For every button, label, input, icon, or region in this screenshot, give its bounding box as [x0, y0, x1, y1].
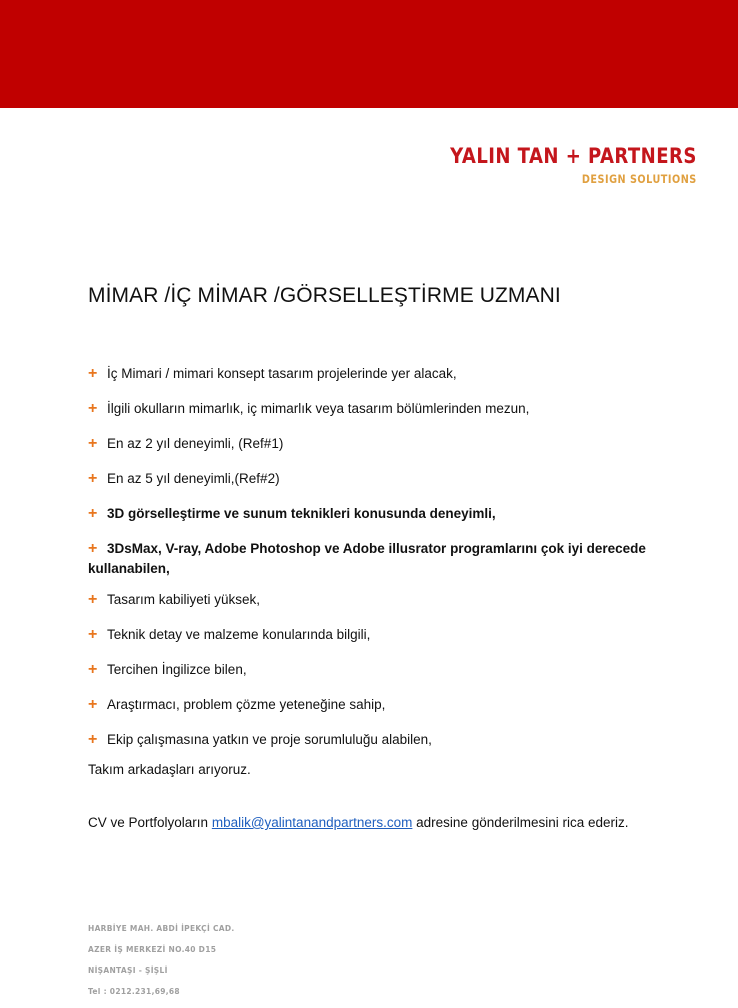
plus-bullet-icon: +: [88, 731, 98, 748]
list-item: [88, 469, 280, 489]
list-item: [88, 590, 260, 610]
address-line: HARBİYE MAH. ABDİ İPEKÇİ CAD.: [88, 924, 235, 933]
phone-line: Tel : 0212.231,69,68: [88, 987, 180, 996]
job-title: MİMAR /İÇ MİMAR /GÖRSELLEŞTİRME UZMANI: [88, 284, 561, 307]
requirement-text: Tercihen İngilizce bilen,: [107, 662, 247, 677]
plus-bullet-icon: +: [88, 540, 98, 557]
requirement-text: Araştırmacı, problem çözme yeteneğine sahip,: [107, 697, 386, 712]
requirement-text: En az 5 yıl deneyimli,(Ref#2): [107, 471, 280, 486]
list-item: [88, 504, 496, 524]
plus-bullet-icon: +: [88, 661, 98, 678]
requirement-text: 3D görselleştirme ve sunum teknikleri konusunda deneyimli,: [107, 506, 496, 521]
list-item: [88, 730, 432, 750]
company-logo: [410, 143, 697, 187]
requirement-text: Ekip çalışmasına yatkın ve proje sorumluluğu alabilen,: [107, 732, 432, 747]
requirement-text: Teknik detay ve malzeme konularında bilgili,: [107, 627, 371, 642]
email-link[interactable]: mbalik@yalintanandpartners.com: [211, 815, 413, 830]
plus-bullet-icon: +: [88, 365, 98, 382]
cv-prefix: CV ve Portfolyoların: [88, 815, 209, 830]
logo-tagline: DESIGN SOLUTIONS: [582, 172, 697, 186]
plus-bullet-icon: +: [88, 591, 98, 608]
address-line: NİŞANTAŞI - ŞİŞLİ: [88, 966, 168, 975]
cv-suffix: adresine gönderilmesini rica ederiz.: [416, 815, 629, 830]
footer-address: [88, 924, 235, 1008]
cv-instructions: [88, 813, 629, 833]
list-item: [88, 660, 247, 680]
requirement-text: İlgili okulların mimarlık, iç mimarlık veya tasarım bölümlerinden mezun,: [107, 401, 530, 416]
closing-sentence: Takım arkadaşları arıyoruz.: [88, 762, 251, 777]
plus-bullet-icon: +: [88, 626, 98, 643]
requirement-text: İç Mimari / mimari konsept tasarım projelerinde yer alacak,: [107, 366, 457, 381]
plus-bullet-icon: +: [88, 435, 98, 452]
requirement-text: 3DsMax, V-ray, Adobe Photoshop ve Adobe illusrator programlarını çok iyi derecede kullanabilen,: [88, 541, 646, 576]
header-band: [0, 0, 738, 108]
list-item: [88, 695, 385, 715]
requirement-text: Tasarım kabiliyeti yüksek,: [107, 592, 261, 607]
plus-bullet-icon: +: [88, 470, 98, 487]
list-item: [88, 399, 529, 419]
plus-bullet-icon: +: [88, 505, 98, 522]
list-item: [88, 539, 678, 579]
logo-wordmark: YALIN TAN + PARTNERS: [450, 144, 697, 168]
plus-bullet-icon: +: [88, 696, 98, 713]
list-item: [88, 625, 370, 645]
list-item: [88, 364, 457, 384]
requirement-text: En az 2 yıl deneyimli, (Ref#1): [107, 436, 284, 451]
address-line: AZER İŞ MERKEZİ NO.40 D15: [88, 945, 217, 954]
plus-bullet-icon: +: [88, 400, 98, 417]
list-item: [88, 434, 283, 454]
